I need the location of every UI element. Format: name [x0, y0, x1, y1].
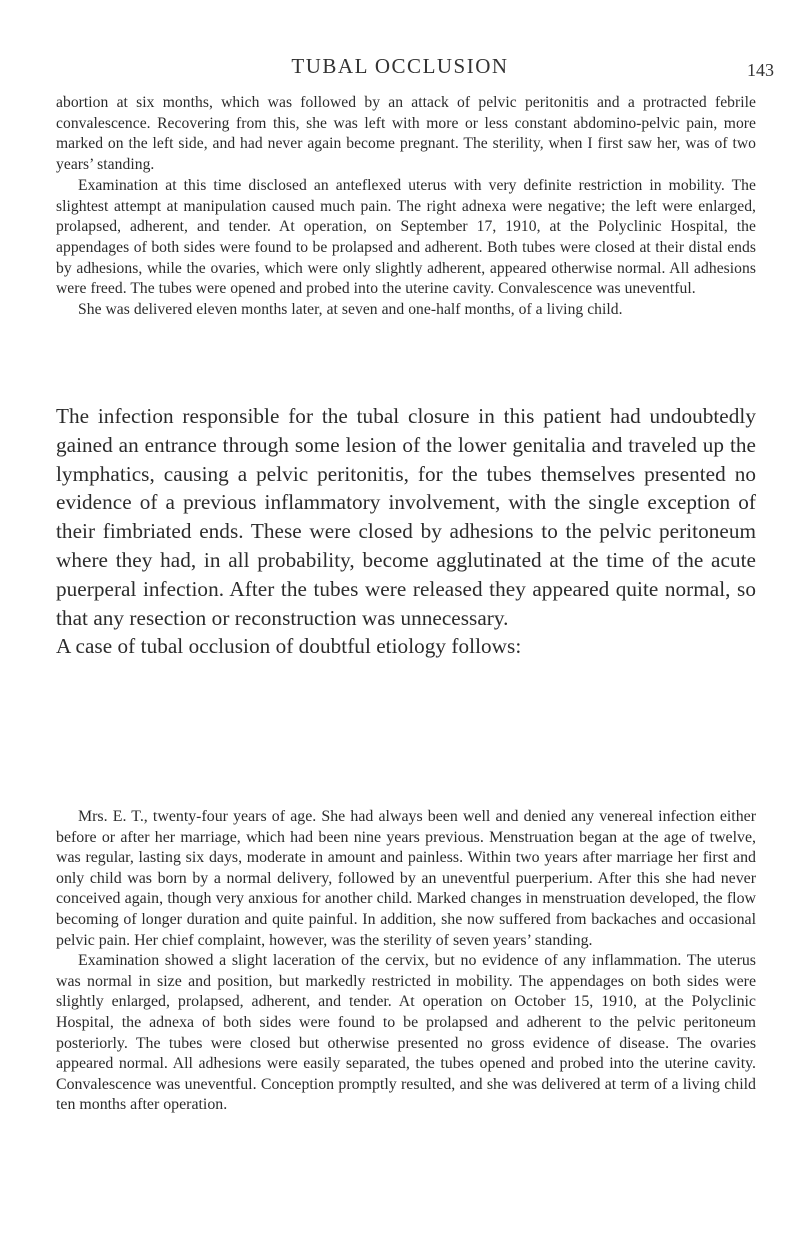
paragraph: Examination showed a slight laceration of the cervix, but no evidence of any inflammation. The uterus was normal in size and position, but markedly restricted in mobility. The appendages on both sides were slightly enlarged, prolapsed, adherent, and tender. At operation on October 15, 1910, at the Polyclinic Hospital, the adnexa of both sides were found to be prolapsed and adherent to the pelvic peritoneum posteriorly. The tubes were closed but otherwise presented no gross evidence of disease. The ovaries appeared normal. All adhesions were easily separated, the tubes opened and probed into the uterine cavity. Convalescence was uneventful. Conception promptly resulted, and she was delivered at term of a living child ten months after operation. — [56, 952, 756, 1114]
running-title: TUBAL OCCLUSION — [291, 54, 509, 78]
paragraph: She was delivered eleven months later, at seven and one-half months, of a living child. — [78, 301, 623, 319]
paragraph: A case of tubal occlusion of doubtful etiology follows: — [56, 634, 522, 659]
running-header — [0, 48, 800, 78]
paragraph: The infection responsible for the tubal closure in this patient had undoubtedly gained an entrance through some lesion of the lower genitalia and traveled up the lymphatics, causing a pelvic peritonitis, for the tubes themselves presented no evidence of a previous inflammatory involvement, with the single exception of their fimbriated ends. These were closed by adhesions to the pelvic peritoneum where they had, in all probability, become agglutinated at the time of the acute puerperal infection. After the tubes were released they appeared quite normal, so that any resection or reconstruction was unnecessary. — [56, 404, 756, 630]
paragraph: abortion at six months, which was followed by an attack of pelvic peritonitis and a protracted febrile convalescence. Recovering from this, she was left with more or less constant abdomino-pelvic pain, more marked on the left side, and had never again become pregnant. The sterility, when I first saw her, was of two years’ standing. — [56, 94, 756, 174]
paragraph: Mrs. E. T., twenty-four years of age. She had always been well and denied any venereal infection either before or after her marriage, which had been nine years previous. Menstruation began at the age of twelve, was regular, lasting six days, moderate in amount and painless. Within two years after marriage her first and only child was born by a normal delivery, followed by an uneventful puerperium. After this she had never conceived again, though very anxious for another child. Marked changes in menstruation developed, the flow becoming of longer duration and quite painful. In addition, she now suffered from backaches and occasional pelvic pain. Her chief complaint, however, was the sterility of seven years’ standing. — [56, 808, 756, 949]
case-report-2 — [56, 807, 756, 1116]
case-report-1 — [56, 93, 756, 321]
discussion-text — [56, 402, 756, 661]
paragraph: Examination at this time disclosed an anteflexed uterus with very definite restriction in mobility. The slightest attempt at manipulation caused much pain. The right adnexa were negative; the left were enlarged, prolapsed, adherent, and tender. At operation, on September 17, 1910, at the Polyclinic Hospital, the appendages of both sides were found to be prolapsed and adherent. Both tubes were closed at their distal ends by adhesions, while the ovaries, which were only slightly adherent, appeared otherwise normal. All adhesions were freed. The tubes were opened and probed into the uterine cavity. Convalescence was uneventful. — [56, 176, 756, 298]
page-number: 143 — [747, 60, 774, 80]
